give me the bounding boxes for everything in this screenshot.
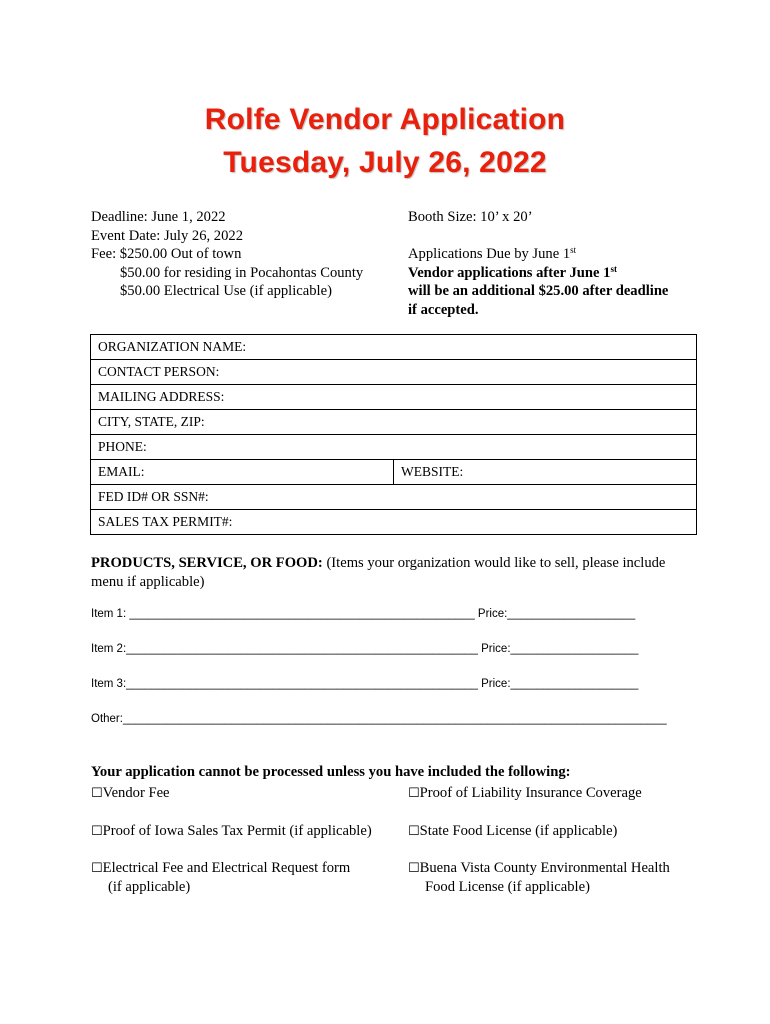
applications-due-label: Applications Due by June 1 bbox=[408, 246, 571, 263]
checkbox-icon[interactable]: ☐ bbox=[91, 824, 103, 839]
vendor-fee-checkbox-item[interactable] bbox=[91, 784, 170, 803]
column-divider bbox=[393, 460, 394, 484]
superscript: st bbox=[610, 263, 617, 274]
contact-person-field[interactable] bbox=[91, 360, 696, 385]
electrical-checkbox-item[interactable] bbox=[91, 859, 350, 897]
superscript: st bbox=[570, 245, 577, 256]
contact-person-label: CONTACT PERSON: bbox=[98, 364, 220, 379]
email-label: EMAIL: bbox=[98, 464, 145, 479]
checkbox-icon[interactable]: ☐ bbox=[408, 786, 420, 801]
mailing-address-label: MAILING ADDRESS: bbox=[98, 389, 225, 404]
page-subtitle-date: Tuesday, July 26, 2022 bbox=[223, 146, 547, 179]
city-state-zip-field[interactable] bbox=[91, 410, 696, 435]
products-section-intro bbox=[91, 554, 701, 592]
vendor-info-table bbox=[90, 334, 697, 535]
sales-tax-checkbox-item[interactable] bbox=[91, 822, 372, 841]
organization-name-label: ORGANIZATION NAME: bbox=[98, 339, 247, 354]
products-description: (Items your organization would like to sell, please include menu if applicable) bbox=[91, 555, 666, 590]
mailing-address-field[interactable] bbox=[91, 385, 696, 410]
left-info-block bbox=[91, 208, 363, 301]
liability-label: Proof of Liability Insurance Coverage bbox=[419, 785, 642, 801]
organization-name-field[interactable] bbox=[91, 335, 696, 360]
item2-line[interactable]: Item 2:_______________________________________________________ Price:____________________ bbox=[91, 643, 639, 655]
checkbox-icon[interactable]: ☐ bbox=[91, 786, 103, 801]
electrical-label-line1: Electrical Fee and Electrical Request form bbox=[102, 860, 351, 876]
buena-vista-label-line2: Food License (if applicable) bbox=[425, 879, 590, 895]
fee-electrical-text: $50.00 Electrical Use (if applicable) bbox=[120, 283, 332, 300]
products-heading: PRODUCTS, SERVICE, OR FOOD: bbox=[91, 555, 323, 571]
fee-text: Fee: $250.00 Out of town bbox=[91, 246, 242, 263]
sales-tax-permit-field[interactable] bbox=[91, 510, 696, 535]
phone-label: PHONE: bbox=[98, 439, 147, 454]
fed-id-label: FED ID# OR SSN#: bbox=[98, 489, 209, 504]
other-line[interactable]: Other:_____________________________________________________________________________________ bbox=[91, 713, 667, 725]
requirements-heading: Your application cannot be processed unless you have included the following: bbox=[91, 764, 571, 780]
late-fee-label: Vendor applications after June 1 bbox=[408, 264, 611, 281]
deadline-text: Deadline: June 1, 2022 bbox=[91, 209, 226, 225]
page-title: Rolfe Vendor Application bbox=[204, 103, 566, 136]
checkbox-icon[interactable]: ☐ bbox=[91, 861, 103, 876]
phone-field[interactable] bbox=[91, 435, 696, 460]
checkbox-icon[interactable]: ☐ bbox=[408, 824, 420, 839]
food-license-label: State Food License (if applicable) bbox=[419, 823, 618, 839]
electrical-label-line2: (if applicable) bbox=[108, 879, 191, 895]
event-date-text: Event Date: July 26, 2022 bbox=[91, 227, 243, 244]
city-state-zip-label: CITY, STATE, ZIP: bbox=[98, 414, 205, 429]
fee-local-text: $50.00 for residing in Pocahontas County bbox=[120, 264, 364, 281]
right-info-block bbox=[408, 208, 668, 320]
late-fee-line3: if accepted. bbox=[408, 301, 479, 318]
applications-due-text bbox=[408, 245, 668, 264]
sales-tax-label: Proof of Iowa Sales Tax Permit (if applicable) bbox=[102, 823, 372, 839]
food-license-checkbox-item[interactable] bbox=[408, 822, 617, 841]
sales-tax-permit-label: SALES TAX PERMIT#: bbox=[98, 514, 233, 529]
late-fee-line2: will be an additional $25.00 after deadline bbox=[408, 283, 669, 300]
website-label: WEBSITE: bbox=[401, 464, 464, 479]
vendor-fee-label: Vendor Fee bbox=[102, 785, 170, 801]
late-fee-line1 bbox=[408, 264, 668, 283]
item3-line[interactable]: Item 3:_______________________________________________________ Price:____________________ bbox=[91, 678, 639, 690]
buena-vista-label-line1: Buena Vista County Environmental Health bbox=[419, 860, 670, 876]
liability-checkbox-item[interactable] bbox=[408, 784, 642, 803]
fed-id-field[interactable] bbox=[91, 485, 696, 510]
buena-vista-checkbox-item[interactable] bbox=[408, 859, 670, 897]
checkbox-icon[interactable]: ☐ bbox=[408, 861, 420, 876]
booth-size-text: Booth Size: 10’ x 20’ bbox=[408, 209, 533, 225]
item1-line[interactable]: Item 1: ______________________________________________________ Price:____________________ bbox=[91, 608, 636, 620]
email-website-row[interactable] bbox=[91, 460, 696, 485]
